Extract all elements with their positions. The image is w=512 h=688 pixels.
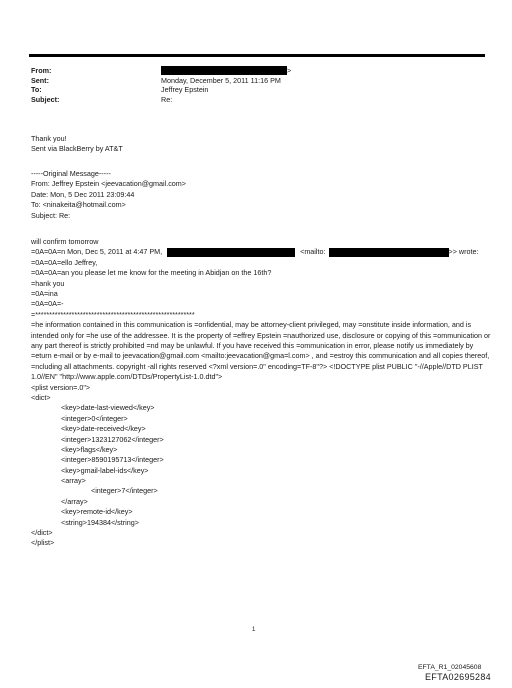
xml-line: <plist version=.0"> bbox=[31, 382, 91, 392]
body-line: will confirm tomorrow bbox=[31, 237, 99, 246]
body-line-quote-intro: =0A=0A=n Mon, Dec 5, 2011 at 4:47 PM, <mailto: >> wrote: bbox=[31, 247, 479, 257]
original-separator: -----Original Message----- bbox=[31, 169, 111, 178]
subject-row bbox=[31, 95, 471, 105]
xml-line: <integer>8590195713</integer> bbox=[61, 455, 164, 465]
xml-line: <key>gmail-label-ids</key> bbox=[61, 465, 149, 475]
xml-line: </plist> bbox=[31, 538, 55, 548]
xml-line: <key>date-last-viewed</key> bbox=[61, 403, 155, 413]
original-message-header bbox=[31, 169, 491, 221]
xml-line: <array> bbox=[61, 476, 86, 486]
xml-line: <integer>0</integer> bbox=[61, 413, 128, 423]
xml-line: </dict> bbox=[31, 528, 53, 538]
redaction-block bbox=[167, 248, 295, 257]
message-body bbox=[31, 237, 491, 549]
reply-line: Thank you! bbox=[31, 134, 67, 143]
xml-line: <integer>1323127062</integer> bbox=[61, 434, 164, 444]
body-line: =0A=ina bbox=[31, 288, 58, 298]
bates-number-secondary: EFTA02695284 bbox=[425, 672, 491, 682]
to-row bbox=[31, 85, 471, 95]
subject-value: Re: bbox=[161, 94, 173, 104]
redaction-block bbox=[329, 248, 449, 257]
redaction-block bbox=[161, 66, 287, 75]
original-date: Date: Mon, 5 Dec 2011 23:09:44 bbox=[31, 189, 135, 199]
sent-label: Sent: bbox=[31, 75, 49, 85]
to-label: To: bbox=[31, 85, 42, 95]
xml-line: <key>date-received</key> bbox=[61, 424, 146, 434]
xml-line: <key>flags</key> bbox=[61, 444, 118, 454]
xml-line: <integer>7</integer> bbox=[91, 486, 158, 496]
body-line: =0A=0A=- bbox=[31, 299, 64, 309]
to-value: Jeffrey Epstein bbox=[161, 85, 209, 95]
body-line: =0A=0A=an you please let me know for the meeting in Abidjan on the 16th? bbox=[31, 268, 272, 278]
xml-line: <dict> bbox=[31, 392, 51, 402]
disclaimer-paragraph: =he information contained in this communication is =onfidential, may be attorney-client privileged, may =onstitute inside information, and is intended only for =he use of the addressee. It is the property of =effrey Epstein =nauthorized use, disclosure or copying of this =ommunication or any part thereof is strictly prohibited =nd may be unlawful. If you have received this =ommunication in error, please notify us immediately by =eturn e-mail or by e-mail to jeevacation@gmail.com <mailto:jeevacation@gma=l.com> , and =estroy this communication and all copies thereof, =ncluding all attachments. copyright -all rights reserved <?xml version=.0" encoding=TF-8"?> <!DOCTYPE plist PUBLIC "-//Apple//DTD PLIST 1.0//EN" "http://www.apple.com/DTDs/PropertyList-1.0.dtd"> bbox=[31, 320, 491, 382]
xml-line: <string>194384</string> bbox=[61, 517, 139, 527]
page-number: 1 bbox=[252, 627, 256, 633]
from-label: From: bbox=[31, 66, 52, 75]
reply-text bbox=[31, 134, 491, 155]
xml-line: <key>remote-id</key> bbox=[61, 507, 133, 517]
sent-value: Monday, December 5, 2011 11:16 PM bbox=[161, 75, 281, 85]
from-suffix: > bbox=[287, 66, 292, 75]
xml-line: </array> bbox=[61, 496, 88, 506]
header-rule bbox=[29, 54, 485, 57]
original-subject: Subject: Re: bbox=[31, 210, 71, 220]
sent-row bbox=[31, 76, 471, 86]
body-line: =0A=0A=ello Jeffrey, bbox=[31, 257, 98, 267]
body-line-asterisks: =********************************************************* bbox=[31, 309, 195, 319]
bates-number-primary: EFTA_R1_02045608 bbox=[418, 664, 482, 671]
subject-label: Subject: bbox=[31, 94, 60, 104]
original-to: To: <ninakeita@hotmail.com> bbox=[31, 200, 126, 210]
body-line: =hank you bbox=[31, 278, 65, 288]
from-row bbox=[31, 66, 471, 76]
reply-line: Sent via BlackBerry by AT&T bbox=[31, 144, 123, 154]
original-from: From: Jeffrey Epstein <jeevacation@gmail.com> bbox=[31, 179, 186, 189]
email-header bbox=[31, 66, 471, 104]
